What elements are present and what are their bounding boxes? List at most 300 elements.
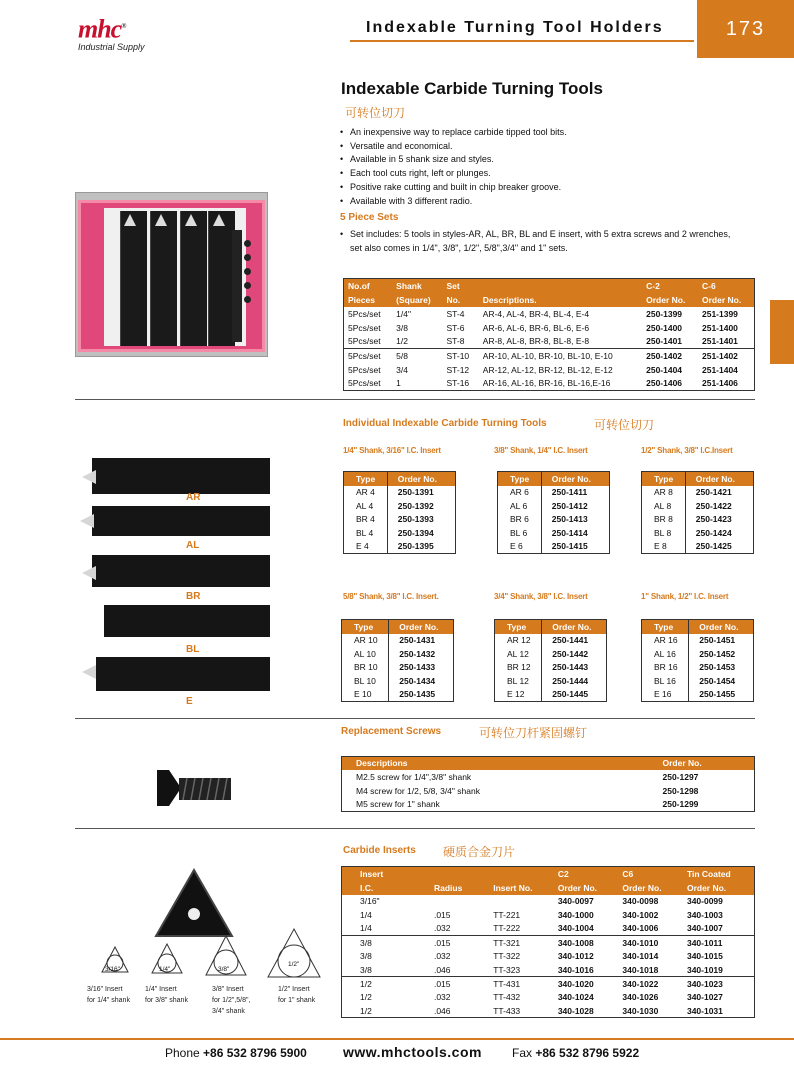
column-header: C-2 <box>642 279 698 293</box>
screw-hole <box>244 254 251 261</box>
table-cell: 250-1421 <box>695 487 732 498</box>
table-row <box>344 499 456 513</box>
table-cell: TT-431 <box>489 977 554 991</box>
column-header: Set <box>442 279 478 293</box>
table-row <box>342 661 454 675</box>
table-cell: 340-1022 <box>618 977 683 991</box>
table-header-row <box>342 881 755 895</box>
screw-hole <box>244 296 251 303</box>
table-cell: 340-1012 <box>557 951 594 962</box>
table-cell: 1/2 <box>360 1005 372 1016</box>
table-cell: AR-16, AL-16, BR-16, BL-16,E-16 <box>482 378 611 389</box>
table-row <box>344 486 456 500</box>
set-description-text: Set includes: 5 tools in styles-AR, AL, BR, BL and E insert, with 5 extra screws and 2 wrenches, <box>350 229 731 239</box>
table-cell: .015 <box>433 910 451 921</box>
table-cell: E 4 <box>344 540 388 554</box>
table-cell: 250-1406 <box>646 378 683 389</box>
table-row <box>495 647 607 661</box>
table-cell: 250-1297 <box>662 771 699 782</box>
table-cell: ST-16 <box>446 378 470 389</box>
table-row <box>342 784 755 798</box>
carbide-inserts-table <box>341 866 755 1018</box>
table-cell: AR-12, AL-12, BR-12, BL-12, E-12 <box>482 364 613 375</box>
table-cell: 251-1399 <box>701 308 738 319</box>
table-cell: 340-1023 <box>683 977 755 991</box>
tool-bit-image <box>150 211 177 346</box>
table-cell: TT-321 <box>489 936 554 950</box>
table-cell: 250-1444 <box>552 676 589 687</box>
table-cell: AR 16 <box>642 634 689 648</box>
column-header: Pieces <box>344 293 393 307</box>
table-row <box>342 647 454 661</box>
table-cell: 340-1028 <box>557 1005 594 1016</box>
table-cell: AR 10 <box>342 634 389 648</box>
table-cell: 5/8 <box>392 349 442 363</box>
set-description-line <box>340 228 760 255</box>
table-header-row <box>344 293 755 307</box>
table-cell: 250-1395 <box>397 541 434 552</box>
table-cell: AL 10 <box>342 647 389 661</box>
column-header: Order No. <box>642 293 698 307</box>
table-cell: ST-4 <box>446 308 465 319</box>
logo-registered-mark: ® <box>121 22 126 30</box>
table-cell: 250-1402 <box>642 349 698 363</box>
table-row <box>344 363 755 377</box>
table-cell: 250-1451 <box>699 635 736 646</box>
phone-number: +86 532 8796 5900 <box>203 1046 307 1060</box>
section-title-individual-tools: Individual Indexable Carbide Turning Tools <box>343 418 547 429</box>
insert-caption <box>145 984 188 1006</box>
table-cell: 340-1002 <box>622 910 659 921</box>
fax-label: Fax <box>512 1046 536 1060</box>
table-cell: 5Pcs/set <box>348 308 381 319</box>
section-divider <box>75 399 755 400</box>
table-cell: BL 8 <box>642 526 686 540</box>
column-header: Type <box>344 472 388 486</box>
column-header: No.of <box>344 279 393 293</box>
table-cell: 250-1298 <box>662 785 699 796</box>
table-cell: ST-12 <box>446 364 470 375</box>
table-header-row <box>642 472 754 486</box>
table-cell: 250-1392 <box>397 500 434 511</box>
header-underline <box>350 40 694 42</box>
table-cell: 340-1030 <box>622 1005 659 1016</box>
table-cell: 5Pcs/set <box>344 349 393 363</box>
table-row <box>498 486 610 500</box>
table-cell: 340-1008 <box>554 936 619 950</box>
insert-caption <box>278 984 315 1006</box>
table-cell: 340-1010 <box>618 936 683 950</box>
table-cell: E 10 <box>342 688 389 702</box>
tool-br-image <box>92 555 270 587</box>
table-row <box>642 661 754 675</box>
table-cell: AL 4 <box>344 499 388 513</box>
column-header: Order No. <box>542 620 607 634</box>
table-cell: 340-1026 <box>622 992 659 1003</box>
tool-label-al: AL <box>186 540 200 551</box>
table-cell <box>489 895 554 909</box>
tool-bit-image <box>208 211 235 346</box>
insert-caption-line: 1/4" Insert <box>145 986 177 993</box>
table-row <box>342 949 755 963</box>
table-cell: BR 16 <box>642 661 689 675</box>
carbide-insert-icon <box>154 868 234 938</box>
tool-table-five-eighths-shank <box>341 619 454 702</box>
table-cell: 250-1401 <box>646 336 683 347</box>
table-cell: AR 8 <box>642 486 686 500</box>
table-header-row <box>344 279 755 293</box>
table-cell: M5 screw for 1" shank <box>356 799 440 810</box>
table-cell: 340-1019 <box>686 964 723 975</box>
insert-size-label: 3/16" <box>105 966 120 973</box>
table-header-row <box>342 867 755 881</box>
column-header: Type <box>495 620 542 634</box>
table-cell: 1/4 <box>360 923 372 934</box>
table-cell: .015 <box>404 936 489 950</box>
table-row <box>498 526 610 540</box>
table-cell: 340-1014 <box>622 951 659 962</box>
fax-number: +86 532 8796 5922 <box>535 1046 640 1060</box>
table-cell: 340-1004 <box>557 923 594 934</box>
table-cell: 250-1422 <box>695 500 732 511</box>
table-cell: 3/4 <box>396 364 408 375</box>
table-cell: E 8 <box>642 540 686 554</box>
column-header: Type <box>498 472 542 486</box>
column-header: Order No. <box>685 472 753 486</box>
table-cell: 250-1424 <box>695 528 732 539</box>
table-row <box>342 895 755 909</box>
tool-table-quarter-shank <box>343 471 456 554</box>
feature-item: • An inexpensive way to replace carbide tipped tool bits. <box>340 126 760 140</box>
column-header: No. <box>442 293 478 307</box>
table-cell: 340-1003 <box>686 910 723 921</box>
column-header <box>489 867 554 881</box>
logo-text: mhc <box>78 14 122 44</box>
column-header <box>479 279 642 293</box>
table-cell: AR 4 <box>344 486 388 500</box>
table-cell: 340-1024 <box>557 992 594 1003</box>
column-header: Order No. <box>683 881 755 895</box>
tool-table-one-inch-shank <box>641 619 754 702</box>
section-title-cn: 可转位刀杆紧固螺钉 <box>479 726 588 740</box>
page-number: 173 <box>697 0 794 58</box>
table-cell: AR 6 <box>498 486 542 500</box>
insert-caption <box>212 984 250 1017</box>
table-row <box>342 770 755 784</box>
table-row <box>342 634 454 648</box>
table-cell: 250-1445 <box>552 689 589 700</box>
table-row <box>342 908 755 922</box>
insert-size-label: 1/2" <box>288 961 300 968</box>
table-cell: 1/2 <box>360 992 372 1003</box>
table-cell: 250-1413 <box>551 514 588 525</box>
table-cell: BL 16 <box>642 674 689 688</box>
table-cell: 250-1433 <box>399 662 436 673</box>
column-header: Order No. <box>689 620 754 634</box>
replacement-screws-table <box>341 756 755 812</box>
table-cell: 340-1006 <box>622 923 659 934</box>
table-cell: AR-10, AL-10, BR-10, BL-10, E-10 <box>479 349 642 363</box>
column-header: Type <box>642 472 686 486</box>
insert-tip-image <box>82 665 96 679</box>
brand-logo <box>78 14 145 52</box>
insert-caption-line: for 1" shank <box>278 997 316 1004</box>
table-cell: BL 4 <box>344 526 388 540</box>
table-cell: 340-0097 <box>557 896 594 907</box>
table-row <box>342 922 755 936</box>
table-row <box>342 674 454 688</box>
insert-caption-line: for 3/8" shank <box>145 997 188 1004</box>
table-cell: 250-1299 <box>662 799 699 810</box>
table-cell: 251-1402 <box>698 349 755 363</box>
table-row <box>498 513 610 527</box>
section-title-carbide-inserts: Carbide Inserts <box>343 845 416 856</box>
table-cell: .032 <box>433 992 451 1003</box>
column-header: Type <box>642 620 689 634</box>
five-piece-set-table <box>343 278 755 391</box>
table-cell: M4 screw for 1/2, 5/8, 3/4" shank <box>356 785 480 796</box>
shank-caption: 3/8" Shank, 1/4" I.C. Insert <box>494 446 588 455</box>
table-cell: BR 4 <box>344 513 388 527</box>
table-cell: 250-1400 <box>646 322 683 333</box>
table-cell: 251-1406 <box>701 378 738 389</box>
table-header-row <box>344 472 456 486</box>
table-row <box>344 321 755 335</box>
table-cell: 250-1441 <box>552 635 589 646</box>
table-cell: 3/8 <box>360 951 372 962</box>
five-piece-sets-title: 5 Piece Sets <box>340 212 399 223</box>
table-row <box>642 540 754 554</box>
table-cell: 250-1443 <box>552 662 589 673</box>
column-header: Descriptions. <box>479 293 642 307</box>
table-row <box>642 634 754 648</box>
table-row <box>344 540 456 554</box>
table-cell: AL 16 <box>642 647 689 661</box>
table-cell: 1/2 <box>342 977 404 991</box>
insert-caption <box>87 984 130 1006</box>
table-cell: 250-1404 <box>646 364 683 375</box>
tool-label-e: E <box>186 696 193 707</box>
table-row <box>495 688 607 702</box>
table-cell: 250-1391 <box>397 487 434 498</box>
tool-bl-image <box>104 605 270 637</box>
table-row <box>642 486 754 500</box>
table-cell: 250-1425 <box>695 541 732 552</box>
footer-rule <box>0 1038 794 1040</box>
screw-hole <box>244 282 251 289</box>
table-cell: 1 <box>396 378 401 389</box>
table-cell: ST-8 <box>446 336 465 347</box>
table-cell <box>404 895 489 909</box>
column-header: Insert No. <box>489 881 554 895</box>
table-cell: 250-1432 <box>399 648 436 659</box>
insert-caption-line: 1/2" Insert <box>278 986 310 993</box>
table-cell: BL 10 <box>342 674 389 688</box>
table-cell: 340-1015 <box>686 951 723 962</box>
column-header: C6 <box>618 867 683 881</box>
column-header: C-6 <box>698 279 755 293</box>
table-cell: TT-432 <box>493 992 521 1003</box>
feature-item: • Available in 5 shank size and styles. <box>340 153 760 167</box>
tool-label-ar: AR <box>186 492 201 503</box>
table-cell: BR 6 <box>498 513 542 527</box>
table-cell: E 12 <box>495 688 542 702</box>
table-header-row <box>342 757 755 770</box>
table-cell: .046 <box>433 1005 451 1016</box>
table-cell: 5Pcs/set <box>348 378 381 389</box>
table-cell: 250-1411 <box>551 487 588 498</box>
table-header-row <box>495 620 607 634</box>
table-cell: 250-1455 <box>699 689 736 700</box>
feature-item: • Each tool cuts right, left or plunges. <box>340 167 760 181</box>
table-cell: 1/4" <box>396 308 412 319</box>
table-cell: 250-1414 <box>551 528 588 539</box>
column-header: Order No. <box>554 881 619 895</box>
feature-list <box>340 126 760 208</box>
footer-website-link[interactable]: www.mhctools.com <box>343 1044 482 1060</box>
tool-bit-image <box>180 211 207 346</box>
table-cell: AL 8 <box>642 499 686 513</box>
table-header-row <box>498 472 610 486</box>
table-cell: 250-1412 <box>551 500 588 511</box>
table-cell: 251-1401 <box>701 336 738 347</box>
shank-caption: 3/4" Shank, 3/8" I.C. Insert <box>494 592 588 601</box>
tool-table-three-eighths-shank <box>497 471 610 554</box>
table-header-row <box>342 620 454 634</box>
table-cell: 340-1016 <box>557 964 594 975</box>
column-header: C2 <box>554 867 619 881</box>
footer-fax <box>512 1046 639 1060</box>
table-cell: 3/8 <box>396 322 408 333</box>
table-row <box>495 661 607 675</box>
column-header: Order No. <box>389 620 454 634</box>
table-cell: AL 6 <box>498 499 542 513</box>
table-cell: 340-1000 <box>557 910 594 921</box>
table-cell: 340-1027 <box>686 992 723 1003</box>
tool-label-br: BR <box>186 591 201 602</box>
table-row <box>344 377 755 391</box>
feature-item: • Versatile and economical. <box>340 140 760 154</box>
table-cell: 1/2 <box>396 336 408 347</box>
table-cell: 250-1399 <box>646 308 683 319</box>
section-side-tab <box>770 300 794 364</box>
column-header: Shank <box>392 279 442 293</box>
shank-caption: 1/2" Shank, 3/8" I.C.Insert <box>641 446 733 455</box>
table-row <box>342 798 755 812</box>
column-header: Order No. <box>662 757 754 770</box>
table-cell: 250-1431 <box>399 635 436 646</box>
table-cell: M2.5 screw for 1/4",3/8" shank <box>356 771 472 782</box>
table-cell: 5Pcs/set <box>348 364 381 375</box>
tool-bit-image <box>120 211 147 346</box>
table-cell: 250-1442 <box>552 648 589 659</box>
table-cell: 250-1423 <box>695 514 732 525</box>
table-cell: BR 8 <box>642 513 686 527</box>
table-cell: 250-1435 <box>399 689 436 700</box>
table-cell: TT-323 <box>493 964 521 975</box>
column-header: Tin Coated <box>683 867 755 881</box>
table-cell: BL 6 <box>498 526 542 540</box>
section-title-cn: 可转位切刀 <box>345 106 406 120</box>
section-divider <box>75 828 755 829</box>
table-cell: 250-1434 <box>399 676 436 687</box>
shank-caption: 5/8" Shank, 3/8" I.C. Insert. <box>343 592 439 601</box>
column-header: Radius <box>404 881 489 895</box>
table-row <box>342 688 454 702</box>
tool-al-image <box>92 506 270 536</box>
column-header: Order No. <box>618 881 683 895</box>
column-header: Type <box>342 620 389 634</box>
insert-tip-image <box>80 514 94 528</box>
column-header: Insert <box>342 867 404 881</box>
table-row <box>344 335 755 349</box>
insert-caption-line: 3/4" shank <box>212 1008 245 1015</box>
table-row <box>342 1004 755 1018</box>
section-title-replacement-screws: Replacement Screws <box>341 726 442 737</box>
table-cell: TT-221 <box>493 910 521 921</box>
footer-phone <box>165 1046 307 1060</box>
section-title-cn: 可转位切刀 <box>594 418 655 432</box>
page-header-title: Indexable Turning Tool Holders <box>366 19 664 36</box>
table-cell: 340-0098 <box>622 896 659 907</box>
section-title-turning-tools: Indexable Carbide Turning Tools <box>341 79 603 98</box>
insert-tip-image <box>82 470 96 484</box>
table-cell: TT-222 <box>493 923 521 934</box>
table-cell: 250-1454 <box>699 676 736 687</box>
table-header-row <box>642 620 754 634</box>
insert-caption-line: for 1/4" shank <box>87 997 130 1004</box>
table-cell: 340-1007 <box>686 923 723 934</box>
table-row <box>342 977 755 991</box>
table-cell: AR-6, AL-6, BR-6, BL-6, E-6 <box>482 322 590 333</box>
shank-caption: 1" Shank, 1/2" I.C. Insert <box>641 592 729 601</box>
column-header: Descriptions <box>342 757 663 770</box>
tool-table-three-quarter-shank <box>494 619 607 702</box>
table-cell: 340-0099 <box>686 896 723 907</box>
table-cell: .015 <box>404 977 489 991</box>
insert-size-icon <box>266 927 322 979</box>
insert-caption-line: 3/16" Insert <box>87 986 123 993</box>
table-row <box>642 647 754 661</box>
table-cell: 1/4 <box>360 910 372 921</box>
table-cell: E 16 <box>642 688 689 702</box>
table-cell: 250-1453 <box>699 662 736 673</box>
table-cell: AR-4, AL-4, BR-4, BL-4, E-4 <box>482 308 590 319</box>
set-description-text-2: set also comes in 1/4", 3/8", 1/2", 5/8",3/4" and 1" sets. <box>350 242 568 253</box>
table-cell: AR 12 <box>495 634 542 648</box>
insert-size-label: 3/8" <box>218 966 230 973</box>
insert-caption-line: 3/8" Insert <box>212 986 244 993</box>
table-cell: 250-1393 <box>397 514 434 525</box>
tool-ar-image <box>92 458 270 494</box>
table-cell: BL 12 <box>495 674 542 688</box>
logo-subtitle: Industrial Supply <box>78 41 145 52</box>
table-row <box>344 307 755 321</box>
feature-item: • Positive rake cutting and built in chip breaker groove. <box>340 181 760 195</box>
table-cell: ST-6 <box>446 322 465 333</box>
column-header: (Square) <box>392 293 442 307</box>
table-cell: 251-1404 <box>701 364 738 375</box>
table-cell: 250-1394 <box>397 528 434 539</box>
table-cell: 340-1031 <box>686 1005 723 1016</box>
table-cell: 250-1415 <box>551 541 588 552</box>
table-row <box>642 499 754 513</box>
five-piece-sets-description <box>340 228 760 255</box>
table-row <box>642 674 754 688</box>
table-row <box>344 526 456 540</box>
table-row <box>344 349 755 363</box>
table-cell: 340-1018 <box>622 964 659 975</box>
